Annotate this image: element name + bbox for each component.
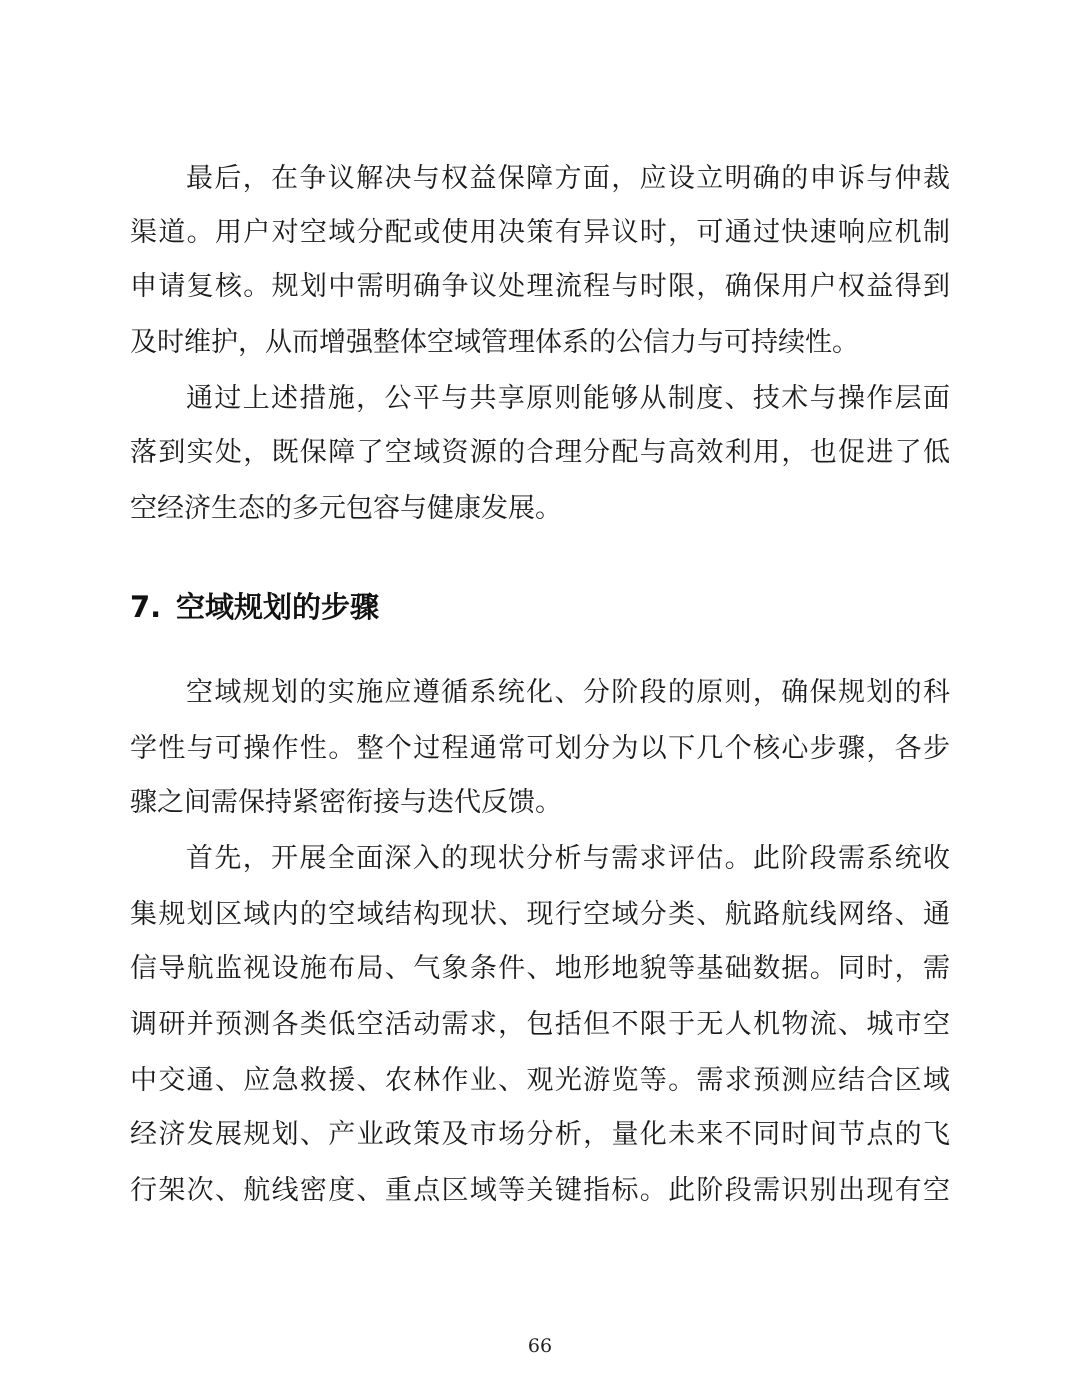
body-text-line: 中交通、应急救援、农林作业、观光游览等。需求预测应结合区域 xyxy=(130,1065,950,1096)
body-text-line: 落到实处，既保障了空域资源的合理分配与高效利用，也促进了低 xyxy=(130,437,950,468)
body-text-line: 经济发展规划、产业政策及市场分析，量化未来不同时间节点的飞 xyxy=(130,1119,950,1150)
body-text-line: 及时维护，从而增强整体空域管理体系的公信力与可持续性。 xyxy=(130,327,859,358)
section-heading xyxy=(130,582,379,632)
body-text-line: 行架次、航线密度、重点区域等关键指标。此阶段需识别出现有空 xyxy=(130,1175,950,1206)
body-text-line: 空经济生态的多元包容与健康发展。 xyxy=(130,493,562,524)
body-text-line: 首先，开展全面深入的现状分析与需求评估。此阶段需系统收 xyxy=(186,843,950,874)
body-text-line: 通过上述措施，公平与共享原则能够从制度、技术与操作层面 xyxy=(186,383,950,414)
body-text-line: 渠道。用户对空域分配或使用决策有异议时，可通过快速响应机制 xyxy=(130,217,950,248)
body-text-line: 空域规划的实施应遵循系统化、分阶段的原则，确保规划的科 xyxy=(186,677,950,708)
section-title: 空域规划的步骤 xyxy=(176,590,380,624)
body-text-line: 学性与可操作性。整个过程通常可划分为以下几个核心步骤，各步 xyxy=(130,733,950,764)
body-text-line: 骤之间需保持紧密衔接与迭代反馈。 xyxy=(130,787,562,818)
page-number: 66 xyxy=(527,1335,553,1357)
body-text-line: 集规划区域内的空域结构现状、现行空域分类、航路航线网络、通 xyxy=(130,899,950,930)
body-text-line: 信导航监视设施布局、气象条件、地形地貌等基础数据。同时，需 xyxy=(130,953,950,984)
body-text-line: 调研并预测各类低空活动需求，包括但不限于无人机物流、城市空 xyxy=(130,1009,950,1040)
section-number: 7. xyxy=(130,590,162,624)
body-text-line: 申请复核。规划中需明确争议处理流程与时限，确保用户权益得到 xyxy=(130,271,950,302)
body-text-line: 最后，在争议解决与权益保障方面，应设立明确的申诉与仲裁 xyxy=(186,163,950,194)
